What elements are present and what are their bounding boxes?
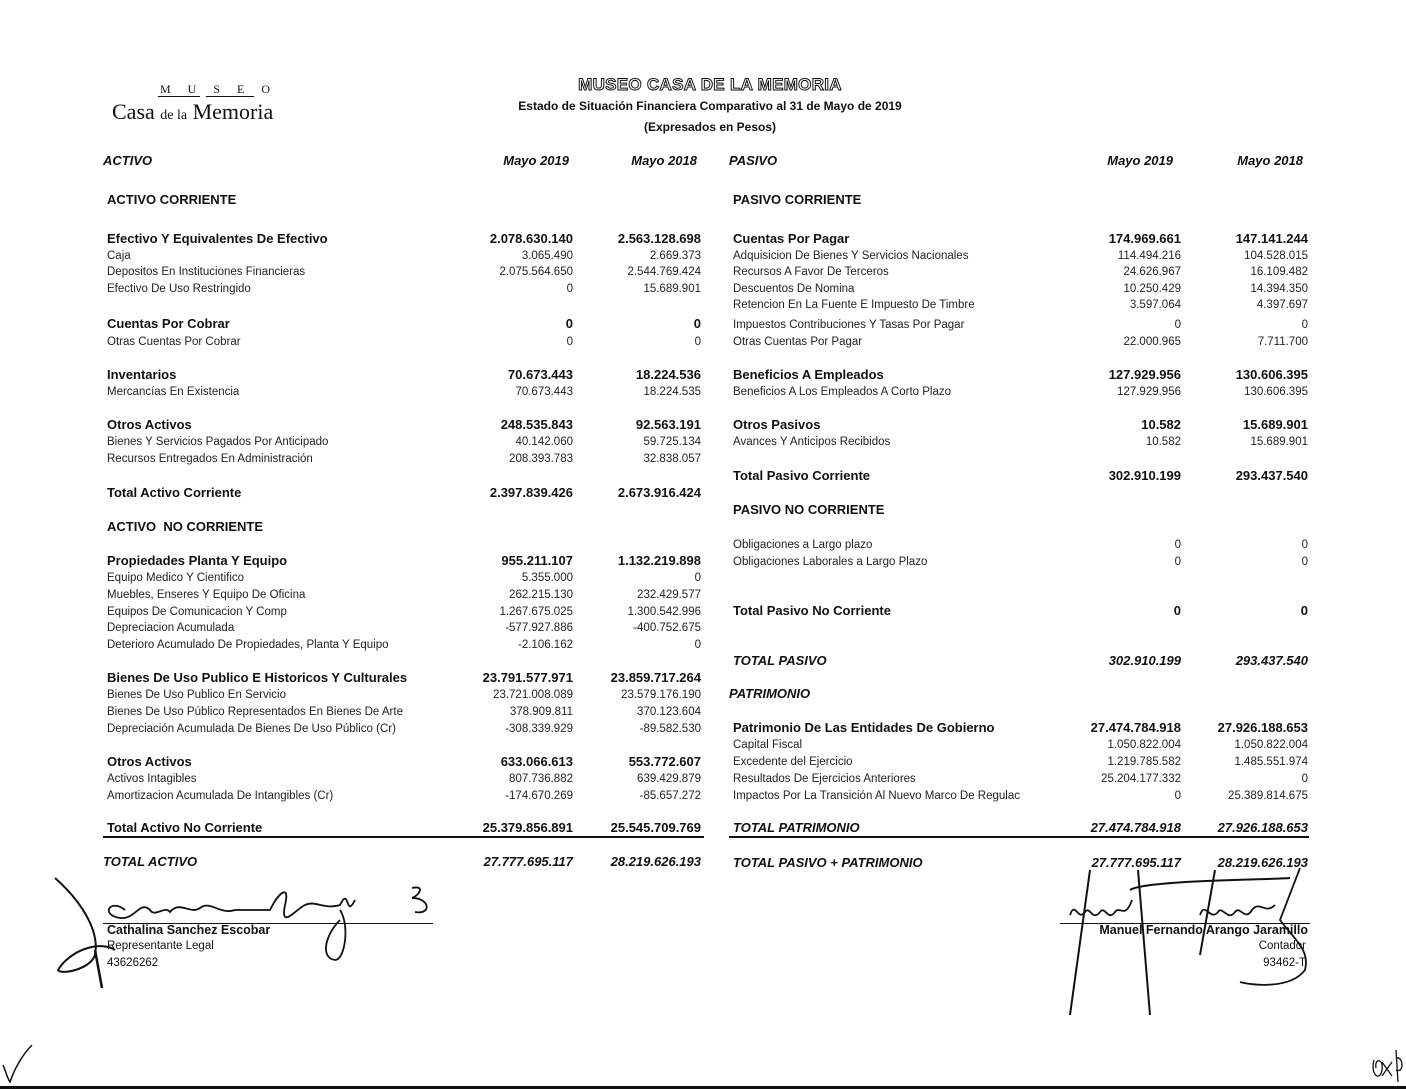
row-label: Impactos Por La Transición Al Nuevo Marco De Regulac <box>733 790 1020 802</box>
table-row <box>733 317 1309 333</box>
row-label: Activos Intagibles <box>107 773 197 785</box>
grand-total-row <box>733 653 1309 669</box>
row-value-2018: 0 <box>1301 539 1308 551</box>
group-value-2018: 130.606.395 <box>1235 367 1308 382</box>
group-value-2018: 147.141.244 <box>1235 231 1308 246</box>
logo-dela: de la <box>160 108 188 123</box>
total-pasivo-patrimonio-2018: 28.219.626.193 <box>1217 855 1308 870</box>
table-row <box>733 297 1309 313</box>
row-value-2018: 0 <box>1301 556 1308 568</box>
total-pasivo-2018: 293.437.540 <box>1235 653 1308 668</box>
signer-left-name: Cathalina Sanchez Escobar <box>107 923 271 937</box>
row-value-2019: 5.355.000 <box>521 572 573 584</box>
grand-total-row <box>103 854 699 870</box>
row-label: Bienes De Uso Público Representados En Bienes De Arte <box>107 706 403 718</box>
row-label: Equipos De Comunicacion Y Comp <box>107 606 287 618</box>
check-mark-icon <box>0 1040 40 1085</box>
group-row <box>733 367 1309 383</box>
section-title <box>733 192 1309 208</box>
total-activo-label: TOTAL ACTIVO <box>103 854 198 869</box>
group-label: Efectivo Y Equivalentes De Efectivo <box>107 231 328 246</box>
row-value-2018: 0 <box>1301 773 1308 785</box>
row-value-2019: -308.339.929 <box>505 723 573 735</box>
table-row <box>107 620 703 636</box>
row-value-2018: -85.657.272 <box>639 790 701 802</box>
table-row <box>107 721 703 737</box>
row-value-2018: 1.485.551.974 <box>1234 756 1308 768</box>
total-value-2019: 2.397.839.426 <box>489 485 573 500</box>
total-row <box>733 603 1309 619</box>
row-label: Caja <box>107 250 131 262</box>
row-value-2018: 16.109.482 <box>1250 266 1308 278</box>
group-value-2019: 248.535.843 <box>500 417 573 432</box>
group-row <box>733 231 1309 247</box>
col-mayo-2019: Mayo 2019 <box>1107 153 1173 168</box>
row-label: Equipo Medico Y Cientifico <box>107 572 245 584</box>
group-label: Otros Pasivos <box>733 417 821 432</box>
row-value-2018: 18.224.535 <box>643 386 701 398</box>
row-value-2018: 104.528.015 <box>1244 250 1308 262</box>
row-label: Recursos A Favor De Terceros <box>733 266 889 278</box>
row-value-2018: 7.711.700 <box>1257 336 1308 348</box>
group-label: Cuentas Por Pagar <box>733 231 850 246</box>
row-label: Bienes Y Servicios Pagados Por Anticipado <box>107 436 329 448</box>
total-value-2018: 25.545.709.769 <box>610 820 701 835</box>
logo-casa: Casa <box>112 99 155 124</box>
row-value-2018: 0 <box>694 639 701 651</box>
row-value-2018: 32.838.057 <box>643 453 701 465</box>
table-row <box>107 604 703 620</box>
table-row <box>733 281 1309 297</box>
row-label: Excedente del Ejercicio <box>733 756 853 768</box>
logo-memoria: Memoria <box>192 99 274 124</box>
table-row <box>107 788 703 804</box>
group-value-2018: 1.132.219.898 <box>617 553 701 568</box>
group-value-2019: 2.078.630.140 <box>489 231 573 246</box>
table-row <box>107 587 703 603</box>
total-label: Total Pasivo Corriente <box>733 468 871 483</box>
group-label: Otros Activos <box>107 417 192 432</box>
row-value-2019: -577.927.886 <box>505 622 573 634</box>
table-row <box>107 704 703 720</box>
group-row <box>733 417 1309 433</box>
total-row <box>733 468 1309 484</box>
row-value-2019: 1.267.675.025 <box>499 606 573 618</box>
total-value-2018: 0 <box>1300 603 1308 618</box>
group-row <box>107 754 703 770</box>
row-label: Beneficios A Los Empleados A Corto Plazo <box>733 386 951 398</box>
row-value-2018: 23.579.176.190 <box>621 689 701 701</box>
group-row <box>107 417 703 433</box>
group-label: Cuentas Por Cobrar <box>107 316 230 331</box>
row-label: Mercancías En Existencia <box>107 386 240 398</box>
row-label: Muebles, Enseres Y Equipo De Oficina <box>107 589 306 601</box>
row-value-2018: 59.725.134 <box>643 436 701 448</box>
document-subtitle: Estado de Situación Financiera Comparativo al 31 de Mayo de 2019 <box>518 99 902 113</box>
table-row <box>107 384 703 400</box>
row-value-2019: 2.075.564.650 <box>499 266 573 278</box>
row-value-2018: 1.050.822.004 <box>1234 739 1308 751</box>
total-pasivo-patrimonio-2019: 27.777.695.117 <box>1091 855 1181 870</box>
group-value-2018: 0 <box>693 316 701 331</box>
row-value-2018: 0 <box>1301 319 1308 331</box>
group-value-2018: 27.926.188.653 <box>1217 720 1308 735</box>
group-value-2019: 70.673.443 <box>507 367 573 382</box>
signer-right-role: Contador <box>1258 940 1306 952</box>
logo-rule-left <box>158 96 200 97</box>
col-mayo-2018: Mayo 2018 <box>1237 153 1303 168</box>
pasivo-corriente-title: PASIVO CORRIENTE <box>733 192 862 207</box>
row-value-2019: 25.204.177.332 <box>1101 773 1181 785</box>
group-value-2019: 174.969.661 <box>1108 231 1181 246</box>
row-value-2019: 3.597.064 <box>1129 299 1181 311</box>
group-value-2018: 23.859.717.264 <box>610 670 701 685</box>
group-label: Bienes De Uso Publico E Historicos Y Culturales <box>107 670 408 685</box>
group-label: Otros Activos <box>107 754 192 769</box>
row-value-2018: 0 <box>694 572 701 584</box>
group-row <box>107 670 703 686</box>
row-value-2019: 262.215.130 <box>509 589 573 601</box>
group-value-2019: 27.474.784.918 <box>1090 720 1181 735</box>
group-value-2019: 0 <box>565 316 573 331</box>
row-label: Depreciacion Acumulada <box>107 622 235 634</box>
group-label: Beneficios A Empleados <box>733 367 884 382</box>
row-label: Otras Cuentas Por Cobrar <box>107 336 241 348</box>
total-pasivo-2019: 302.910.199 <box>1108 653 1181 668</box>
row-value-2019: 1.219.785.582 <box>1107 756 1181 768</box>
table-row <box>107 434 703 450</box>
row-value-2019: 378.909.811 <box>509 706 573 718</box>
row-value-2019: 0 <box>566 336 573 348</box>
table-row <box>107 771 703 787</box>
logo-casa-de-la-memoria <box>112 99 273 125</box>
pasivo-no-corriente-title: PASIVO NO CORRIENTE <box>733 502 885 517</box>
table-row <box>107 637 703 653</box>
pasivo-heading: PASIVO <box>729 153 778 168</box>
row-value-2019: 22.000.965 <box>1123 336 1181 348</box>
patrimonio-title: PATRIMONIO <box>729 686 811 701</box>
document-title: MUSEO CASA DE LA MEMORIA <box>578 75 842 94</box>
group-value-2018: 15.689.901 <box>1242 417 1308 432</box>
total-patrimonio-2019: 27.474.784.918 <box>1090 820 1181 835</box>
group-value-2018: 92.563.191 <box>635 417 701 432</box>
row-value-2018: 130.606.395 <box>1244 386 1308 398</box>
table-row <box>107 687 703 703</box>
table-row <box>733 334 1309 350</box>
table-row <box>733 554 1309 570</box>
group-row <box>107 316 703 332</box>
total-row <box>107 820 703 836</box>
row-label: Obligaciones Laborales a Largo Plazo <box>733 556 928 568</box>
row-value-2018: 2.544.769.424 <box>627 266 701 278</box>
row-label: Obligaciones a Largo plazo <box>733 539 873 551</box>
row-value-2018: 14.394.350 <box>1250 283 1308 295</box>
group-row <box>733 720 1309 736</box>
total-pasivo-label: TOTAL PASIVO <box>733 653 827 668</box>
section-title <box>107 519 703 535</box>
section-title <box>729 686 1305 702</box>
logo-museo-text: M U S E O <box>160 82 278 96</box>
row-value-2018: 0 <box>694 336 701 348</box>
row-value-2019: 24.626.967 <box>1123 266 1181 278</box>
table-row <box>107 334 703 350</box>
total-row <box>107 485 703 501</box>
table-row <box>107 281 703 297</box>
group-row <box>107 367 703 383</box>
row-label: Amortizacion Acumulada De Intangibles (Cr) <box>107 790 334 802</box>
row-value-2019: 10.250.429 <box>1123 283 1181 295</box>
row-label: Retencion En La Fuente E Impuesto De Timbre <box>733 299 975 311</box>
table-row <box>733 771 1309 787</box>
total-pasivo-patrimonio-label: TOTAL PASIVO + PATRIMONIO <box>733 855 923 870</box>
total-patrimonio-label: TOTAL PATRIMONIO <box>733 820 860 835</box>
group-value-2019: 23.791.577.971 <box>482 670 573 685</box>
total-underline <box>103 836 704 838</box>
total-activo-2018: 28.219.626.193 <box>610 854 701 869</box>
table-row <box>733 384 1309 400</box>
row-label: Depreciación Acumulada De Bienes De Uso Público (Cr) <box>107 723 396 735</box>
row-label: Descuentos De Nomina <box>733 283 855 295</box>
row-value-2019: 10.582 <box>1145 436 1181 448</box>
section-title <box>733 502 1309 518</box>
col-mayo-2019: Mayo 2019 <box>503 153 569 168</box>
initials-mark-icon <box>1368 1040 1404 1085</box>
row-label: Bienes De Uso Publico En Servicio <box>107 689 286 701</box>
row-value-2018: -89.582.530 <box>639 723 701 735</box>
signer-left-id: 43626262 <box>107 957 159 969</box>
total-label: Total Activo Corriente <box>107 485 242 500</box>
row-value-2019: 1.050.822.004 <box>1107 739 1181 751</box>
row-value-2018: 232.429.577 <box>637 589 701 601</box>
row-label: Avances Y Anticipos Recibidos <box>733 436 891 448</box>
group-label: Propiedades Planta Y Equipo <box>107 553 288 568</box>
row-value-2018: 2.669.373 <box>649 250 701 262</box>
row-value-2018: 15.689.901 <box>1250 436 1308 448</box>
row-value-2019: 0 <box>1174 790 1181 802</box>
group-value-2019: 955.211.107 <box>501 553 573 568</box>
row-value-2019: 3.065.490 <box>521 250 573 262</box>
signer-left-role: Representante Legal <box>107 940 214 952</box>
table-row <box>733 754 1309 770</box>
table-row <box>733 434 1309 450</box>
table-row <box>733 788 1309 804</box>
activo-no-corriente-title: ACTIVO NO CORRIENTE <box>107 519 264 534</box>
row-label: Otras Cuentas Por Pagar <box>733 336 863 348</box>
col-mayo-2018: Mayo 2018 <box>631 153 697 168</box>
section-title <box>107 192 703 208</box>
row-label: Efectivo De Uso Restringido <box>107 283 251 295</box>
row-value-2019: 114.494.216 <box>1117 250 1181 262</box>
table-row <box>733 248 1309 264</box>
table-row <box>733 737 1309 753</box>
row-value-2018: 370.123.604 <box>637 706 701 718</box>
row-label: Capital Fiscal <box>733 739 803 751</box>
logo-rule-right <box>206 96 254 97</box>
total-activo-2019: 27.777.695.117 <box>483 854 573 869</box>
row-value-2019: -174.670.269 <box>505 790 573 802</box>
row-value-2019: 807.736.882 <box>509 773 573 785</box>
table-row <box>107 570 703 586</box>
total-value-2019: 0 <box>1173 603 1181 618</box>
row-value-2019: 0 <box>1174 319 1181 331</box>
row-label: Recursos Entregados En Administración <box>107 453 313 465</box>
row-value-2019: 208.393.783 <box>509 453 573 465</box>
row-label: Deterioro Acumulado De Propiedades, Planta Y Equipo <box>107 639 389 651</box>
group-row <box>107 231 703 247</box>
group-row <box>107 553 703 569</box>
row-value-2018: 1.300.542.996 <box>627 606 701 618</box>
total-label: Total Pasivo No Corriente <box>733 603 891 618</box>
total-value-2019: 25.379.856.891 <box>482 820 573 835</box>
row-value-2019: 0 <box>566 283 573 295</box>
row-value-2019: -2.106.162 <box>518 639 573 651</box>
row-value-2019: 70.673.443 <box>515 386 573 398</box>
row-value-2019: 0 <box>1174 556 1181 568</box>
row-value-2019: 40.142.060 <box>515 436 573 448</box>
signer-right-id: 93462-T <box>1263 957 1306 969</box>
total-value-2019: 302.910.199 <box>1108 468 1181 483</box>
document-currency-note: (Expresados en Pesos) <box>643 120 777 134</box>
group-value-2019: 10.582 <box>1141 417 1181 432</box>
total-patrimonio-2018: 27.926.188.653 <box>1217 820 1308 835</box>
group-value-2019: 127.929.956 <box>1108 367 1181 382</box>
signer-right-name: Manuel Fernando Arango Jaramillo <box>1099 923 1308 937</box>
row-value-2018: 15.689.901 <box>643 283 701 295</box>
row-value-2018: 639.429.879 <box>637 773 701 785</box>
row-value-2019: 127.929.956 <box>1117 386 1181 398</box>
table-row <box>107 264 703 280</box>
table-row <box>107 451 703 467</box>
group-label: Inventarios <box>107 367 177 382</box>
group-value-2018: 18.224.536 <box>635 367 701 382</box>
total-label: Total Activo No Corriente <box>107 820 263 835</box>
group-value-2018: 553.772.607 <box>628 754 701 769</box>
table-row <box>733 264 1309 280</box>
group-label: Patrimonio De Las Entidades De Gobierno <box>733 720 995 735</box>
activo-heading: ACTIVO <box>103 153 153 168</box>
row-label: Impuestos Contribuciones Y Tasas Por Pagar <box>733 319 965 331</box>
activo-header-row <box>103 153 699 169</box>
row-value-2019: 0 <box>1174 539 1181 551</box>
row-value-2018: 4.397.697 <box>1256 299 1308 311</box>
grand-total-row <box>733 820 1309 836</box>
group-value-2019: 633.066.613 <box>500 754 573 769</box>
row-value-2018: -400.752.675 <box>633 622 701 634</box>
row-label: Depositos En Instituciones Financieras <box>107 266 306 278</box>
row-label: Adquisicion De Bienes Y Servicios Nacionales <box>733 250 969 262</box>
total-value-2018: 2.673.916.424 <box>617 485 701 500</box>
pasivo-header-row <box>729 153 1305 169</box>
table-row <box>107 248 703 264</box>
activo-corriente-title: ACTIVO CORRIENTE <box>107 192 237 207</box>
group-value-2018: 2.563.128.698 <box>617 231 701 246</box>
row-value-2018: 25.389.814.675 <box>1228 790 1308 802</box>
row-value-2019: 23.721.008.089 <box>493 689 573 701</box>
table-row <box>733 537 1309 553</box>
total-underline <box>729 836 1309 838</box>
total-value-2018: 293.437.540 <box>1235 468 1308 483</box>
row-label: Resultados De Ejercicios Anteriores <box>733 773 916 785</box>
